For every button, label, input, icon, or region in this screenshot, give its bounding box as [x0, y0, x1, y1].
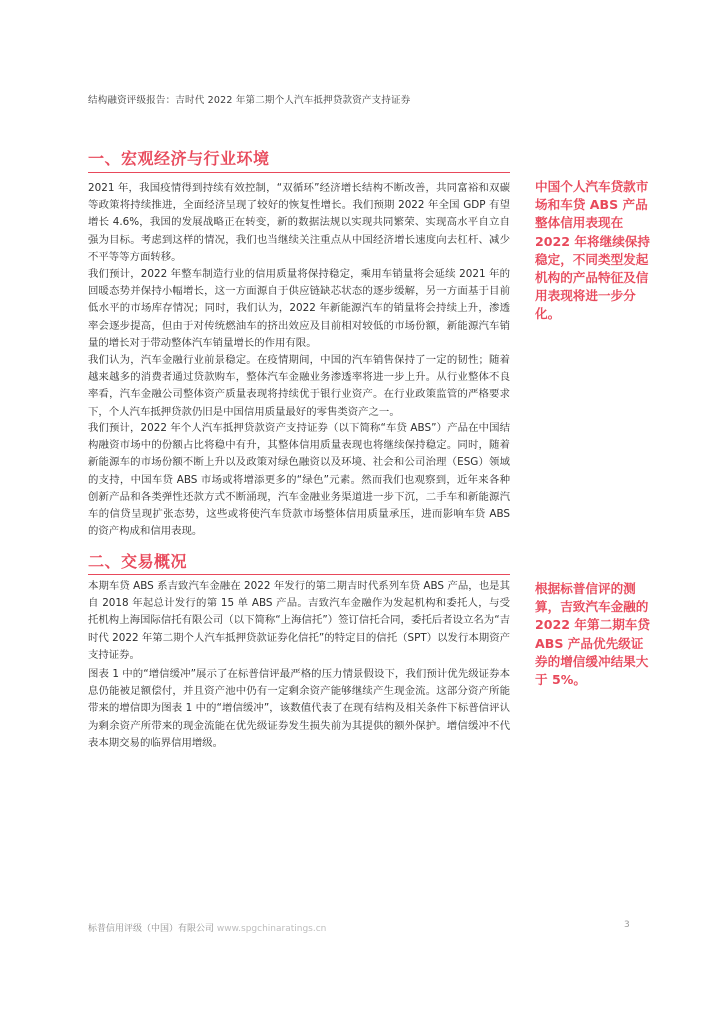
paragraph-macro-4: 我们预计，2022 年个人汽车抵押贷款资产支持证券（以下简称“车贷 ABS”）产品在中国结构融资市场中的份额占比将稳中有升，其整体信用质量表现也将继续保持稳定。同时，随着新能源车的市场份额不断上升以及政策对绿色融资以及环境、社会和公司治理（ESG）领域的支持，中国车贷 ABS 市场或将增添更多的“绿色”元素。然而我们也观察到，近年来各种创新产品和各类弹性还款方式不断涌现，汽车金融业务渠道进一步下沉，二手车和新能源汽车的信贷呈现扩张态势，这些或将使汽车贷款市场整体信用质量承压，进而影响车贷 ABS 的资产构成和信用表现。	[88, 422, 510, 538]
paragraph-transaction-1: 本期车贷 ABS 系吉致汽车金融在 2022 年发行的第二期吉时代系列车贷 ABS 产品，也是其自 2018 年起总计发行的第 15 单 ABS 产品。吉致汽车金融作为发起机构和委托人，与受托机构上海国际信托有限公司（以下简称“上海信托”）签订信托合同，委托后者设立名为“吉时代 2022 年第二期个人汽车抵押贷款证券化信托”的特定目的信托（SPT）以发行本期资产支持证券。	[88, 580, 510, 661]
footer-company: 标普信用评级（中国）有限公司	[88, 924, 215, 934]
paragraph-macro-3: 我们认为，汽车金融行业前景稳定。在疫情期间，中国的汽车销售保持了一定的韧性；随着越来越多的消费者通过贷款购车，整体汽车金融业务渗透率将进一步上升。从行业整体不良率看，汽车金融公司整体资产质量表现将持续优于银行业资产。在行业政策监管的严格要求下，个人汽车抵押贷款仍旧是中国信用质量最好的零售类资产之一。	[88, 354, 510, 418]
paragraph-macro-1: 2021 年，我国疫情得到持续有效控制，“双循环”经济增长结构不断改善，共同富裕和双碳等政策将持续推进，全面经济呈现了较好的恢复性增长。我们预期 2022 年全国 GDP 有望增长 4.6%，我国的发展战略正在转变，新的数据法规以实现共同繁荣、实现高水平自立自强为目标。考虑到这样的情况，我们也当继续关注重点从中国经济增长速度向去杠杆、减少不平等等方面转移。	[88, 182, 510, 263]
footer-url[interactable]: www.spgchinaratings.cn	[216, 924, 327, 934]
page-number: 3	[624, 920, 630, 930]
section-heading-transaction: 二、交易概况	[88, 552, 188, 571]
section-divider	[88, 172, 510, 173]
paragraph-transaction-2: 图表 1 中的“增信缓冲”展示了在标普信评最严格的压力情景假设下，我们预计优先级证券本息仍能被足额偿付，并且资产池中仍有一定剩余资产能够继续产生现金流。这部分资产所能带来的增信即为图表 1 中的“增信缓冲”，该数值代表了在现有结构及相关条件下标普信评认为剩余资产所带来的现金流能在优先级证券发生损失前为其提供的额外保护。增信缓冲不代表本期交易的临界信用增级。	[88, 668, 510, 749]
section-heading-macro: 一、宏观经济与行业环境	[88, 149, 270, 168]
page-footer	[88, 921, 326, 934]
running-header: 结构融资评级报告：吉时代 2022 年第二期个人汽车抵押贷款资产支持证券	[88, 95, 411, 106]
section-divider	[88, 574, 510, 575]
sidebar-callout-transaction: 根据标普信评的测算，吉致汽车金融的 2022 年第二期车贷 ABS 产品优先级证券的增信缓冲结果大于 5%。	[535, 581, 650, 688]
paragraph-macro-2: 我们预计，2022 年整车制造行业的信用质量将保持稳定，乘用车销量将会延续 2021 年的回暖态势并保持小幅增长，这一方面源自于供应链缺芯状态的逐步缓解，另一方面基于目前低水平的市场库存情况；同时，我们认为，2022 年新能源汽车的销量将会持续上升，渗透率会逐步提高，但由于对传统燃油车的挤出效应及目前相对较低的市场份额，新能源汽车销量的增长对于带动整体汽车销量增长的作用有限。	[88, 268, 510, 349]
sidebar-callout-macro: 中国个人汽车贷款市场和车贷 ABS 产品整体信用表现在 2022 年将继续保持稳定，不同类型发起机构的产品特征及信用表现将进一步分化。	[535, 179, 650, 322]
